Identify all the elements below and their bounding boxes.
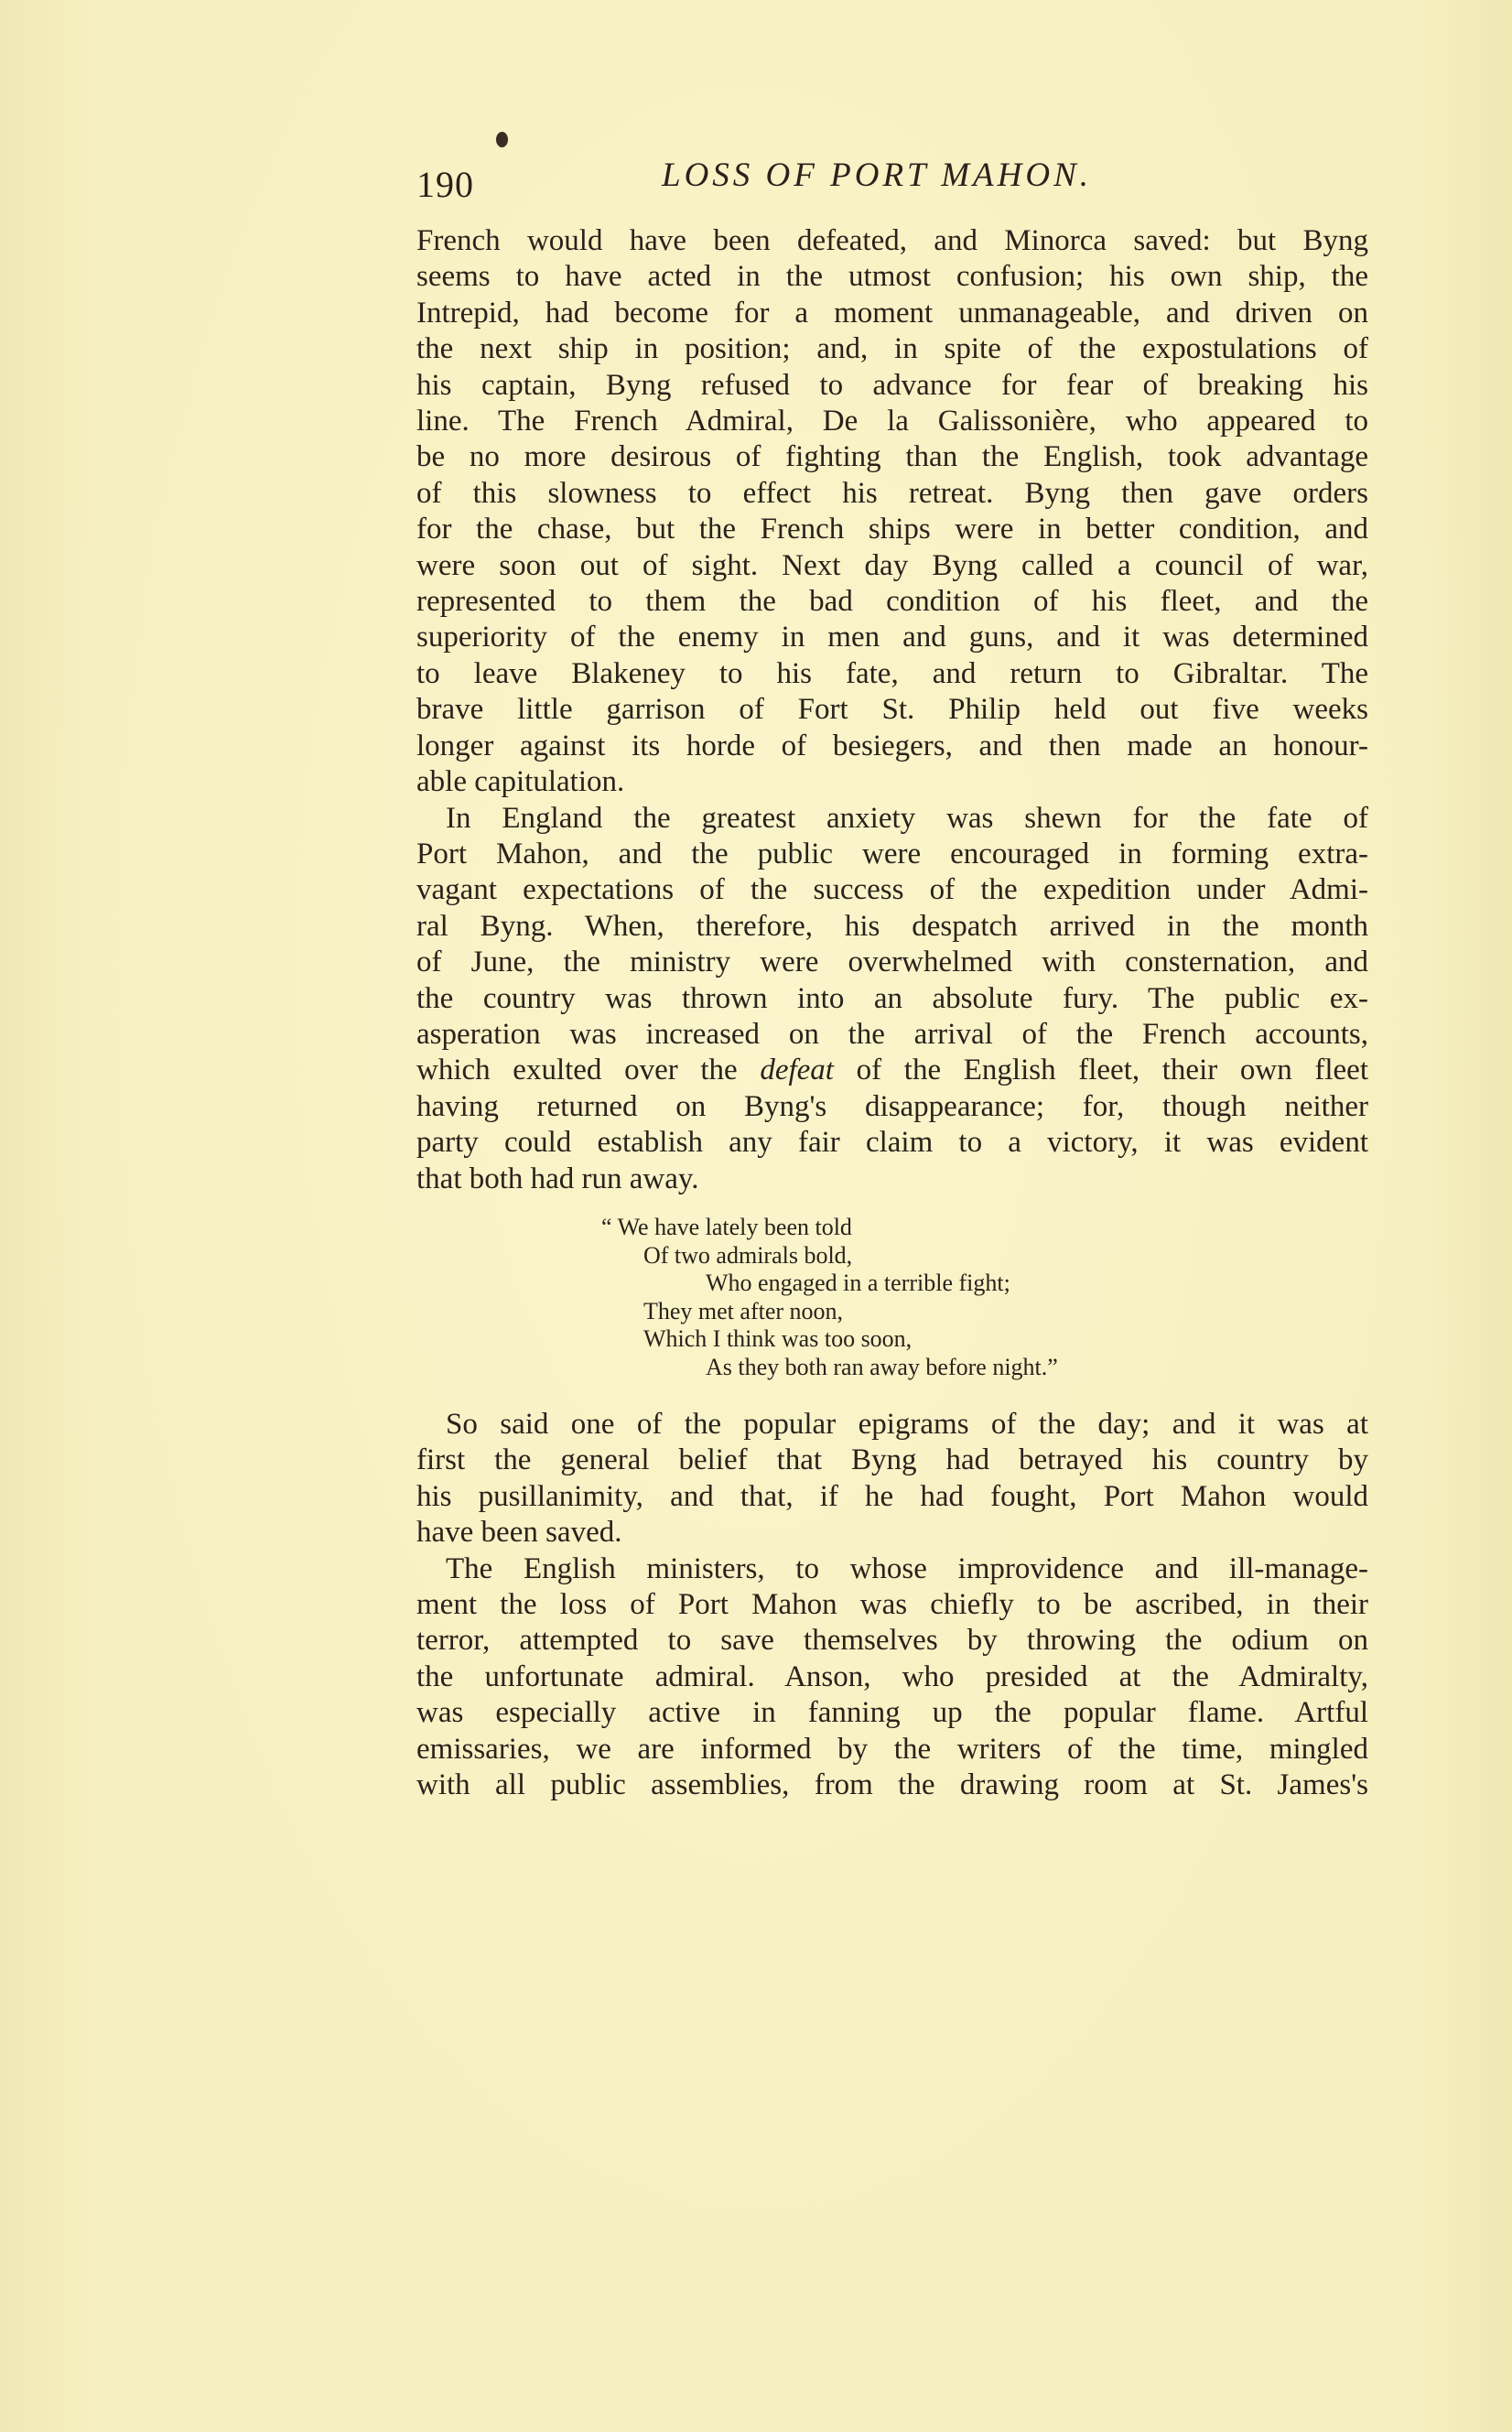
epigram-verse bbox=[601, 1214, 1114, 1381]
text-line: his captain, Byng refused to advance for fear of breaking his bbox=[416, 368, 1368, 402]
text-line: Intrepid, had become for a moment unmanageable, and driven on bbox=[416, 296, 1368, 330]
verse-line: “ We have lately been told bbox=[601, 1214, 852, 1240]
running-title: LOSS OF PORT MAHON. bbox=[662, 157, 1092, 194]
text-line: Port Mahon, and the public were encouraged in forming extra- bbox=[416, 837, 1368, 870]
verse-line: Which I think was too soon, bbox=[643, 1325, 913, 1352]
text-line: with all public assemblies, from the drawing room at St. James's bbox=[416, 1768, 1368, 1802]
body-text-lower bbox=[416, 1407, 1368, 1803]
text-line: having returned on Byng's disappearance; for, though neither bbox=[416, 1089, 1368, 1123]
text-line: represented to them the bad condition of his fleet, and the bbox=[416, 585, 1368, 619]
body-text-upper bbox=[416, 223, 1368, 1197]
text-line: ment the loss of Port Mahon was chiefly to be ascribed, in their bbox=[416, 1588, 1368, 1622]
text-line: party could establish any fair claim to a victory, it was evident bbox=[416, 1126, 1368, 1160]
text-line: longer against its horde of besiegers, and then made an honour- bbox=[416, 729, 1368, 762]
text-line: first the general belief that Byng had betrayed his country by bbox=[416, 1443, 1368, 1477]
text-line: his pusillanimity, and that, if he had fought, Port Mahon would bbox=[416, 1479, 1368, 1513]
text-run: which exulted over the bbox=[416, 1054, 761, 1087]
italic-word: defeat bbox=[760, 1054, 834, 1087]
verse-line: Of two admirals bold, bbox=[643, 1241, 853, 1269]
text-line: line. The French Admiral, De la Galissonière, who appeared to bbox=[416, 405, 1368, 438]
ink-speck bbox=[496, 132, 508, 147]
text-line: that both had run away. bbox=[416, 1162, 699, 1195]
text-line: the unfortunate admiral. Anson, who presided at the Admiralty, bbox=[416, 1659, 1368, 1693]
page-header bbox=[416, 154, 1368, 209]
text-line: able capitulation. bbox=[416, 765, 625, 799]
text-line: were soon out of sight. Next day Byng called a council of war, bbox=[416, 548, 1368, 582]
text-line: the next ship in position; and, in spite of the expostulations of bbox=[416, 332, 1368, 366]
text-line-with-italic bbox=[416, 1053, 1368, 1088]
text-line: So said one of the popular epigrams of the day; and it was at bbox=[446, 1408, 1368, 1441]
text-run: of the English fleet, their own fleet bbox=[833, 1054, 1368, 1087]
text-line: ral Byng. When, therefore, his despatch arrived in the month bbox=[416, 909, 1368, 943]
text-line: seems to have acted in the utmost confusion; his own ship, the bbox=[416, 260, 1368, 294]
text-line: asperation was increased on the arrival of the French accounts, bbox=[416, 1017, 1368, 1051]
text-line: emissaries, we are informed by the writers of the time, mingled bbox=[416, 1732, 1368, 1766]
verse-line: They met after noon, bbox=[643, 1297, 844, 1324]
text-line: of June, the ministry were overwhelmed with consternation, and bbox=[416, 946, 1368, 979]
text-line: for the chase, but the French ships were in better condition, and bbox=[416, 513, 1368, 546]
text-line: The English ministers, to whose improvidence and ill-manage- bbox=[446, 1551, 1368, 1585]
text-line: In England the greatest anxiety was shewn for the fate of bbox=[446, 801, 1368, 835]
text-line: superiority of the enemy in men and guns, and it was determined bbox=[416, 621, 1368, 654]
text-line: French would have been defeated, and Minorca saved: but Byng bbox=[416, 224, 1368, 257]
text-line: of this slowness to effect his retreat. Byng then gave orders bbox=[416, 476, 1368, 510]
text-line: have been saved. bbox=[416, 1516, 622, 1550]
page-number: 190 bbox=[416, 164, 474, 205]
verse-line: Who engaged in a terrible fight; bbox=[706, 1270, 1010, 1296]
verse-line: As they both ran away before night.” bbox=[706, 1353, 1058, 1380]
text-line: be no more desirous of fighting than the English, took advantage bbox=[416, 440, 1368, 474]
text-line: brave little garrison of Fort St. Philip held out five weeks bbox=[416, 693, 1368, 727]
text-line: to leave Blakeney to his fate, and return to Gibraltar. The bbox=[416, 656, 1368, 690]
text-line: terror, attempted to save themselves by throwing the odium on bbox=[416, 1624, 1368, 1658]
text-line: vagant expectations of the success of the expedition under Admi- bbox=[416, 873, 1368, 907]
text-line: was especially active in fanning up the popular flame. Artful bbox=[416, 1696, 1368, 1730]
text-line: the country was thrown into an absolute fury. The public ex- bbox=[416, 981, 1368, 1015]
